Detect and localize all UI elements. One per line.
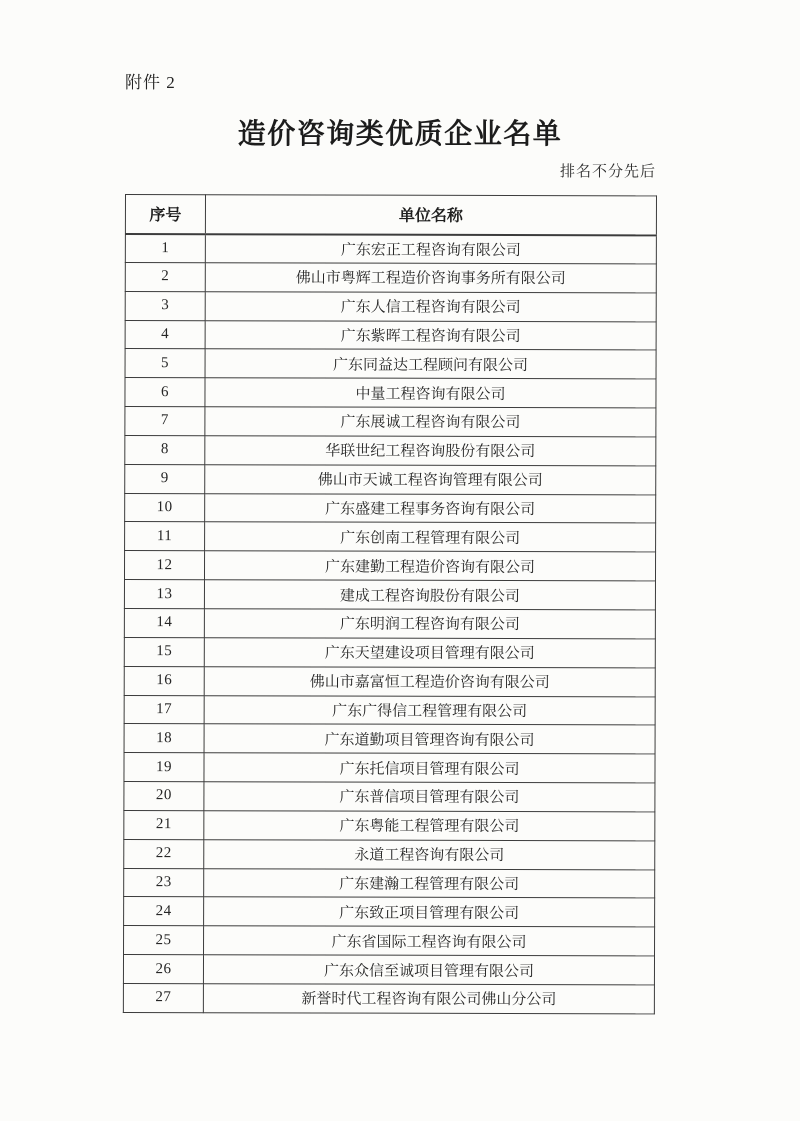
row-serial-number: 13: [124, 580, 204, 609]
row-serial-number: 4: [125, 320, 205, 349]
row-serial-number: 17: [124, 695, 204, 724]
table-row: [124, 897, 655, 927]
row-serial-number: 23: [124, 868, 204, 897]
table-row: [125, 234, 656, 264]
header-serial-number: 序号: [125, 195, 205, 234]
table-row: [125, 349, 656, 379]
table-row: [125, 493, 656, 523]
row-company-name: 广东紫晖工程咨询有限公司: [205, 320, 656, 350]
row-company-name: 佛山市天诚工程咨询管理有限公司: [205, 464, 656, 494]
row-company-name: 广东建瀚工程管理有限公司: [204, 868, 655, 898]
row-company-name: 广东人信工程咨询有限公司: [205, 291, 656, 321]
table-row: [124, 868, 655, 898]
table-row: [124, 666, 655, 696]
row-company-name: 广东广得信工程管理有限公司: [204, 695, 655, 725]
table-row: [124, 926, 655, 956]
page-title: 造价咨询类优质企业名单: [237, 119, 563, 150]
table-row: [125, 320, 656, 350]
row-serial-number: 10: [125, 493, 205, 522]
table-row: [124, 724, 655, 754]
row-serial-number: 14: [124, 608, 204, 637]
table-row: [124, 782, 655, 812]
table-row: [124, 608, 655, 638]
table-row: [124, 695, 655, 725]
row-serial-number: 12: [124, 551, 204, 580]
table-row: [125, 378, 656, 408]
row-company-name: 佛山市嘉富恒工程造价咨询有限公司: [204, 666, 655, 696]
row-company-name: 广东宏正工程咨询有限公司: [205, 234, 656, 264]
row-serial-number: 21: [124, 810, 204, 839]
table-row: [124, 810, 655, 840]
row-company-name: 广东致正项目管理有限公司: [204, 897, 655, 927]
table-row: [125, 262, 656, 292]
row-serial-number: 22: [124, 839, 204, 868]
row-serial-number: 24: [124, 897, 204, 926]
row-serial-number: 26: [123, 955, 203, 984]
row-serial-number: 18: [124, 724, 204, 753]
row-company-name: 建成工程咨询股份有限公司: [204, 580, 655, 610]
row-company-name: 佛山市粤辉工程造价咨询事务所有限公司: [205, 263, 656, 293]
row-serial-number: 27: [123, 983, 203, 1012]
row-serial-number: 2: [125, 262, 205, 291]
row-company-name: 永道工程咨询有限公司: [204, 839, 655, 869]
table-row: [124, 637, 655, 667]
row-serial-number: 1: [125, 234, 205, 263]
row-serial-number: 11: [125, 522, 205, 551]
row-serial-number: 3: [125, 291, 205, 320]
row-serial-number: 9: [125, 464, 205, 493]
row-company-name: 广东同益达工程顾问有限公司: [205, 349, 656, 379]
row-company-name: 新誉时代工程咨询有限公司佛山分公司: [203, 984, 654, 1014]
row-serial-number: 7: [125, 407, 205, 436]
row-serial-number: 19: [124, 753, 204, 782]
table-row: [123, 955, 654, 985]
row-company-name: 广东托信项目管理有限公司: [204, 753, 655, 783]
table-row: [124, 753, 655, 783]
row-company-name: 广东展诚工程咨询有限公司: [205, 407, 656, 437]
rank-note: 排名不分先后: [559, 164, 656, 180]
row-serial-number: 16: [124, 666, 204, 695]
row-company-name: 广东天望建设项目管理有限公司: [204, 638, 655, 668]
attachment-label: 附件 2: [125, 73, 176, 92]
company-list-table: [123, 194, 657, 1014]
row-company-name: 广东普信项目管理有限公司: [204, 782, 655, 812]
row-company-name: 广东明润工程咨询有限公司: [204, 609, 655, 639]
row-serial-number: 5: [125, 349, 205, 378]
table-row: [125, 522, 656, 552]
table-row: [124, 551, 655, 581]
row-serial-number: 20: [124, 782, 204, 811]
table-row: [123, 983, 654, 1013]
row-company-name: 广东省国际工程咨询有限公司: [204, 926, 655, 956]
row-company-name: 广东道勤项目管理咨询有限公司: [204, 724, 655, 754]
row-company-name: 广东建勤工程造价咨询有限公司: [204, 551, 655, 581]
row-company-name: 华联世纪工程咨询股份有限公司: [205, 436, 656, 466]
row-serial-number: 25: [124, 926, 204, 955]
row-company-name: 广东盛建工程事务咨询有限公司: [205, 493, 656, 523]
row-serial-number: 8: [125, 435, 205, 464]
row-serial-number: 15: [124, 637, 204, 666]
table-row: [125, 291, 656, 321]
table-header-row: [125, 195, 656, 235]
table-row: [124, 839, 655, 869]
row-company-name: 中量工程咨询有限公司: [205, 378, 656, 408]
row-company-name: 广东创南工程管理有限公司: [205, 522, 656, 552]
table-body: [123, 234, 656, 1014]
table-row: [125, 407, 656, 437]
table-row: [125, 435, 656, 465]
row-company-name: 广东粤能工程管理有限公司: [204, 811, 655, 841]
table-row: [124, 580, 655, 610]
row-serial-number: 6: [125, 378, 205, 407]
row-company-name: 广东众信至诚项目管理有限公司: [203, 955, 654, 985]
table-row: [125, 464, 656, 494]
header-company-name: 单位名称: [205, 195, 656, 235]
